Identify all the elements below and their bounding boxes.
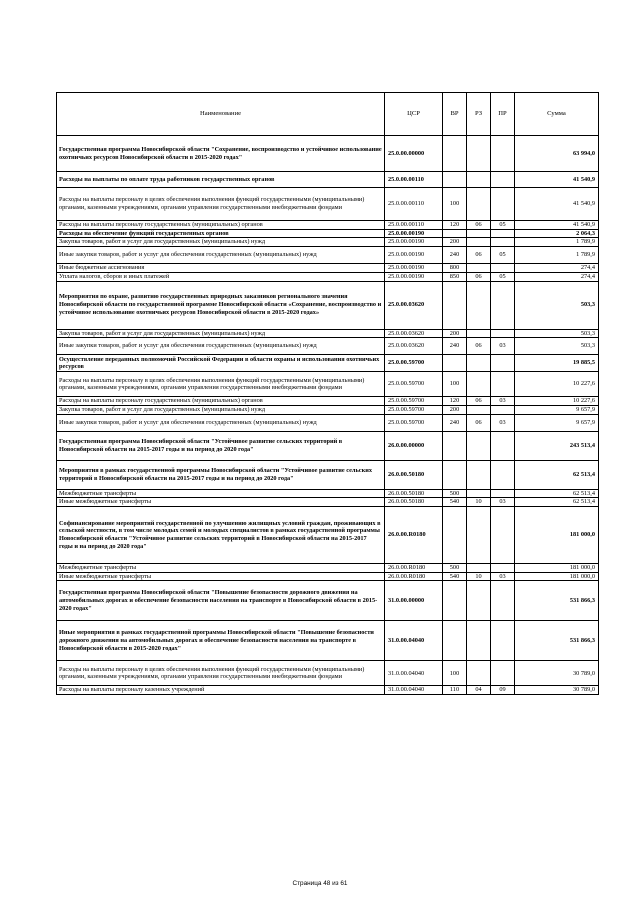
- rz-cell: [467, 405, 491, 414]
- sum-cell: 19 885,5: [515, 355, 599, 372]
- name-cell: Уплата налогов, сборов и иных платежей: [57, 272, 385, 281]
- vr-cell: 500: [443, 564, 467, 573]
- header-sum: Сумма: [515, 93, 599, 136]
- csr-cell: 25.0.00.00190: [385, 229, 443, 238]
- vr-cell: 540: [443, 572, 467, 581]
- vr-cell: 200: [443, 329, 467, 338]
- table-row: [57, 397, 599, 406]
- csr-cell: 31.0.00.00000: [385, 581, 443, 621]
- vr-cell: [443, 229, 467, 238]
- rz-cell: [467, 238, 491, 247]
- pr-cell: 03: [491, 414, 515, 431]
- sum-cell: 1 789,9: [515, 238, 599, 247]
- csr-cell: 26.0.00.50180: [385, 498, 443, 507]
- table-row: [57, 581, 599, 621]
- name-cell: Расходы на выплаты персоналу в целях обеспечения выполнения функций государственными (муниципальными) органами, казенными учреждениями, органами управления государственными внебюджетными фондами: [57, 188, 385, 221]
- rz-cell: 06: [467, 272, 491, 281]
- sum-cell: 41 540,9: [515, 188, 599, 221]
- pr-cell: [491, 507, 515, 564]
- name-cell: Государственная программа Новосибирской области "Сохранение, воспроизводство и устойчивое использование охотничьих ресурсов Новосибирской области в 2015-2020 годах": [57, 136, 385, 172]
- pr-cell: [491, 188, 515, 221]
- csr-cell: 31.0.00.04040: [385, 621, 443, 661]
- page-number: Страница 48 из 61: [292, 880, 348, 887]
- name-cell: Государственная программа Новосибирской области "Устойчивое развитие сельских территорий в Новосибирской области на 2015-2017 годы и на период до 2020 года": [57, 431, 385, 460]
- csr-cell: 25.0.00.00190: [385, 264, 443, 273]
- rz-cell: [467, 372, 491, 397]
- pr-cell: [491, 489, 515, 498]
- csr-cell: 25.0.00.59700: [385, 372, 443, 397]
- vr-cell: 240: [443, 247, 467, 264]
- table-row: [57, 188, 599, 221]
- sum-cell: 9 657,9: [515, 405, 599, 414]
- sum-cell: 243 513,4: [515, 431, 599, 460]
- csr-cell: 25.0.00.00190: [385, 272, 443, 281]
- rz-cell: [467, 229, 491, 238]
- csr-cell: 25.0.00.00110: [385, 221, 443, 230]
- header-rz: РЗ: [467, 93, 491, 136]
- sum-cell: 274,4: [515, 272, 599, 281]
- pr-cell: [491, 281, 515, 329]
- table-row: [57, 238, 599, 247]
- header-pr: ПР: [491, 93, 515, 136]
- pr-cell: [491, 405, 515, 414]
- pr-cell: 03: [491, 397, 515, 406]
- rz-cell: [467, 264, 491, 273]
- csr-cell: 26.0.00.R0180: [385, 507, 443, 564]
- sum-cell: 181 000,0: [515, 572, 599, 581]
- vr-cell: 540: [443, 498, 467, 507]
- sum-cell: 10 227,6: [515, 397, 599, 406]
- vr-cell: 850: [443, 272, 467, 281]
- vr-cell: [443, 581, 467, 621]
- table-row: [57, 355, 599, 372]
- csr-cell: 26.0.00.50180: [385, 489, 443, 498]
- rz-cell: [467, 188, 491, 221]
- csr-cell: 31.0.00.04040: [385, 661, 443, 686]
- vr-cell: 100: [443, 372, 467, 397]
- csr-cell: 26.0.00.00000: [385, 431, 443, 460]
- table-row: [57, 686, 599, 695]
- table-row: [57, 221, 599, 230]
- name-cell: Расходы на выплаты персоналу государственных (муниципальных) органов: [57, 397, 385, 406]
- rz-cell: [467, 136, 491, 172]
- sum-cell: 181 000,0: [515, 564, 599, 573]
- pr-cell: [491, 136, 515, 172]
- header-csr: ЦСР: [385, 93, 443, 136]
- header-name: Наименование: [57, 93, 385, 136]
- sum-cell: 181 000,0: [515, 507, 599, 564]
- csr-cell: 25.0.00.59700: [385, 414, 443, 431]
- header-vr: ВР: [443, 93, 467, 136]
- sum-cell: 63 994,0: [515, 136, 599, 172]
- vr-cell: 800: [443, 264, 467, 273]
- name-cell: Межбюджетные трансферты: [57, 564, 385, 573]
- table-row: [57, 247, 599, 264]
- sum-cell: 531 866,3: [515, 621, 599, 661]
- pr-cell: [491, 431, 515, 460]
- pr-cell: [491, 264, 515, 273]
- csr-cell: 25.0.00.00190: [385, 238, 443, 247]
- vr-cell: 100: [443, 188, 467, 221]
- vr-cell: 200: [443, 405, 467, 414]
- pr-cell: 05: [491, 247, 515, 264]
- vr-cell: [443, 460, 467, 489]
- vr-cell: [443, 281, 467, 329]
- sum-cell: 531 866,3: [515, 581, 599, 621]
- table-row: [57, 405, 599, 414]
- name-cell: Расходы на выплаты персоналу казенных учреждений: [57, 686, 385, 695]
- pr-cell: [491, 581, 515, 621]
- vr-cell: [443, 136, 467, 172]
- vr-cell: 110: [443, 686, 467, 695]
- pr-cell: 03: [491, 498, 515, 507]
- name-cell: Мероприятия по охране, развитию государственных природных заказников регионального значения Новосибирской области по государственной программе Новосибирской области «Сохранение, воспроизводство и устойчивое использование охотничьих ресурсов Новосибирской области в 2015-2020 годах»: [57, 281, 385, 329]
- rz-cell: [467, 621, 491, 661]
- table-row: [57, 564, 599, 573]
- pr-cell: [491, 621, 515, 661]
- rz-cell: [467, 661, 491, 686]
- header-row: [57, 93, 599, 136]
- name-cell: Расходы на выплаты персоналу государственных (муниципальных) органов: [57, 221, 385, 230]
- pr-cell: [491, 172, 515, 188]
- pr-cell: [491, 229, 515, 238]
- rz-cell: [467, 564, 491, 573]
- rz-cell: 04: [467, 686, 491, 695]
- csr-cell: 26.0.00.50180: [385, 460, 443, 489]
- table-row: [57, 172, 599, 188]
- rz-cell: 06: [467, 397, 491, 406]
- sum-cell: 9 657,9: [515, 414, 599, 431]
- vr-cell: [443, 621, 467, 661]
- table-row: [57, 372, 599, 397]
- pr-cell: 03: [491, 572, 515, 581]
- name-cell: Иные мероприятия в рамках государственной программы Новосибирской области "Повышение безопасности дорожного движения на автомобильных дорогах и обеспечение безопасности населения на транспорте в Новосибирской области в 2015-2020 годах": [57, 621, 385, 661]
- name-cell: Мероприятия в рамках государственной программы Новосибирской области "Устойчивое развитие сельских территорий в Новосибирской области на 2015-2017 годы и на период до 2020 года": [57, 460, 385, 489]
- pr-cell: [491, 355, 515, 372]
- sum-cell: 503,3: [515, 281, 599, 329]
- name-cell: Закупка товаров, работ и услуг для государственных (муниципальных) нужд: [57, 329, 385, 338]
- vr-cell: [443, 431, 467, 460]
- pr-cell: [491, 238, 515, 247]
- pr-cell: [491, 661, 515, 686]
- csr-cell: 25.0.00.00110: [385, 188, 443, 221]
- table-row: [57, 621, 599, 661]
- name-cell: Иные межбюджетные трансферты: [57, 498, 385, 507]
- table-row: [57, 281, 599, 329]
- table-row: [57, 460, 599, 489]
- table-row: [57, 431, 599, 460]
- rz-cell: [467, 507, 491, 564]
- vr-cell: 500: [443, 489, 467, 498]
- rz-cell: [467, 581, 491, 621]
- sum-cell: 503,3: [515, 338, 599, 355]
- sum-cell: 30 789,0: [515, 686, 599, 695]
- name-cell: Иные межбюджетные трансферты: [57, 572, 385, 581]
- pr-cell: 09: [491, 686, 515, 695]
- table-row: [57, 329, 599, 338]
- csr-cell: 25.0.00.59700: [385, 355, 443, 372]
- sum-cell: 274,4: [515, 264, 599, 273]
- rz-cell: [467, 431, 491, 460]
- vr-cell: [443, 355, 467, 372]
- vr-cell: 100: [443, 661, 467, 686]
- sum-cell: 10 227,6: [515, 372, 599, 397]
- sum-cell: 30 789,0: [515, 661, 599, 686]
- table-row: [57, 489, 599, 498]
- pr-cell: 03: [491, 338, 515, 355]
- table-row: [57, 264, 599, 273]
- vr-cell: 240: [443, 338, 467, 355]
- pr-cell: [491, 460, 515, 489]
- csr-cell: 25.0.00.03620: [385, 338, 443, 355]
- sum-cell: 62 513,4: [515, 460, 599, 489]
- rz-cell: [467, 281, 491, 329]
- name-cell: Осуществление переданных полномочий Российской Федерации в области охраны и использования охотничьих ресурсов: [57, 355, 385, 372]
- name-cell: Межбюджетные трансферты: [57, 489, 385, 498]
- sum-cell: 41 540,9: [515, 172, 599, 188]
- budget-table: [56, 92, 599, 695]
- name-cell: Иные закупки товаров, работ и услуг для обеспечения государственных (муниципальных) нужд: [57, 414, 385, 431]
- name-cell: Иные закупки товаров, работ и услуг для обеспечения государственных (муниципальных) нужд: [57, 247, 385, 264]
- name-cell: Иные бюджетные ассигнования: [57, 264, 385, 273]
- csr-cell: 26.0.00.R0180: [385, 572, 443, 581]
- table-row: [57, 661, 599, 686]
- pr-cell: 05: [491, 272, 515, 281]
- csr-cell: 25.0.00.03620: [385, 281, 443, 329]
- sum-cell: 503,3: [515, 329, 599, 338]
- vr-cell: [443, 507, 467, 564]
- rz-cell: [467, 460, 491, 489]
- rz-cell: 10: [467, 498, 491, 507]
- table-row: [57, 572, 599, 581]
- csr-cell: 31.0.00.04040: [385, 686, 443, 695]
- sum-cell: 1 789,9: [515, 247, 599, 264]
- table-row: [57, 414, 599, 431]
- rz-cell: 06: [467, 338, 491, 355]
- csr-cell: 26.0.00.R0180: [385, 564, 443, 573]
- pr-cell: 05: [491, 221, 515, 230]
- name-cell: Расходы на обеспечение функций государственных органов: [57, 229, 385, 238]
- table-row: [57, 507, 599, 564]
- table-row: [57, 498, 599, 507]
- rz-cell: [467, 355, 491, 372]
- csr-cell: 25.0.00.00000: [385, 136, 443, 172]
- csr-cell: 25.0.00.00190: [385, 247, 443, 264]
- name-cell: Закупка товаров, работ и услуг для государственных (муниципальных) нужд: [57, 405, 385, 414]
- pr-cell: [491, 329, 515, 338]
- rz-cell: 06: [467, 414, 491, 431]
- name-cell: Расходы на выплаты персоналу в целях обеспечения выполнения функций государственными (муниципальными) органами, казенными учреждениями, органами управления государственными внебюджетными фондами: [57, 372, 385, 397]
- sum-cell: 2 064,3: [515, 229, 599, 238]
- name-cell: Расходы на выплаты персоналу в целях обеспечения выполнения функций государственными (муниципальными) органами, казенными учреждениями, органами управления государственными внебюджетными фондами: [57, 661, 385, 686]
- name-cell: Софинансирование мероприятий государственной по улучшению жилищных условий граждан, проживающих в сельской местности, в том числе молодых семей и молодых специалистов в рамках государственной программы Новосибирской области "Устойчивое развитие сельских территорий в Новосибирской области на 2015-2017 годы и на период до 2020 года": [57, 507, 385, 564]
- sum-cell: 62 513,4: [515, 489, 599, 498]
- table-row: [57, 272, 599, 281]
- vr-cell: 120: [443, 397, 467, 406]
- csr-cell: 25.0.00.59700: [385, 397, 443, 406]
- rz-cell: 06: [467, 221, 491, 230]
- name-cell: Закупка товаров, работ и услуг для государственных (муниципальных) нужд: [57, 238, 385, 247]
- csr-cell: 25.0.00.03620: [385, 329, 443, 338]
- rz-cell: [467, 489, 491, 498]
- pr-cell: [491, 564, 515, 573]
- rz-cell: 06: [467, 247, 491, 264]
- vr-cell: 120: [443, 221, 467, 230]
- table-row: [57, 338, 599, 355]
- sum-cell: 41 540,9: [515, 221, 599, 230]
- rz-cell: 10: [467, 572, 491, 581]
- vr-cell: 240: [443, 414, 467, 431]
- name-cell: Государственная программа Новосибирской области "Повышение безопасности дорожного движения на автомобильных дорогах и обеспечение безопасности населения на транспорте в Новосибирской области в 2015-2020 годах": [57, 581, 385, 621]
- table-body: [57, 136, 599, 695]
- pr-cell: [491, 372, 515, 397]
- rz-cell: [467, 172, 491, 188]
- vr-cell: [443, 172, 467, 188]
- name-cell: Иные закупки товаров, работ и услуг для обеспечения государственных (муниципальных) нужд: [57, 338, 385, 355]
- table-row: [57, 229, 599, 238]
- csr-cell: 25.0.00.59700: [385, 405, 443, 414]
- table-row: [57, 136, 599, 172]
- rz-cell: [467, 329, 491, 338]
- vr-cell: 200: [443, 238, 467, 247]
- csr-cell: 25.0.00.00110: [385, 172, 443, 188]
- name-cell: Расходы на выплаты по оплате труда работников государственных органов: [57, 172, 385, 188]
- sum-cell: 62 513,4: [515, 498, 599, 507]
